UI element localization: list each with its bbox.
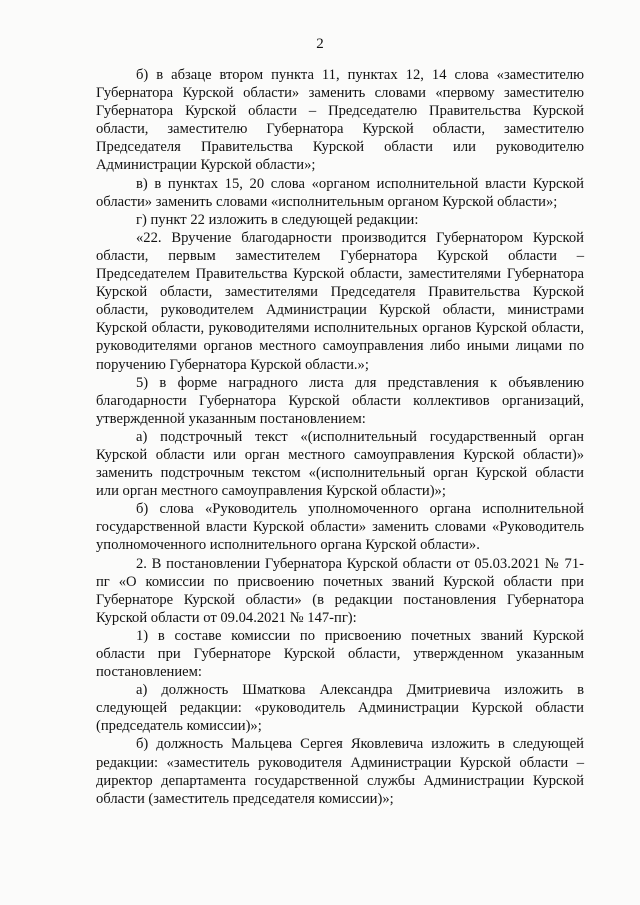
- paragraph-2-1a-shmatkov: а) должность Шматкова Александра Дмитриевича изложить в следующей редакции: «руководитель Администрации Курской области (председатель комиссии)»;: [96, 682, 584, 735]
- paragraph-1g-item-22: г) пункт 22 изложить в следующей редакции:: [136, 211, 419, 228]
- paragraph-5b-head-words: б) слова «Руководитель уполномоченного органа исполнительной государственной власти Курской области» заменить словами «Руководитель уполномоченного исполнительного органа Курской области».: [96, 501, 584, 554]
- paragraph-2-1-commission: 1) в составе комиссии по присвоению почетных званий Курской области при Губернаторе Курской области, утвержденном указанным постановлением:: [96, 627, 584, 681]
- paragraph-1b-deputy-governor: б) в абзаце втором пункта 11, пунктах 12, 14 слова «заместителю Губернатора Курской области» заменить словами «первому заместителю Губернатора Курской области – Председателю Правительства Курской области, заместителю Губернатора Курской области, заместителю Председателя Правительства Курской области или руководителю Администрации Курской области»;: [96, 67, 584, 174]
- page-number: 2: [316, 36, 324, 52]
- document-body: [96, 66, 584, 808]
- paragraph-item-22-text: «22. Вручение благодарности производится Губернатором Курской области, первым заместителем Губернатора Курской области – Председателем Правительства Курской области, заместителями Губернатора Курской области, заместителями Председателя Правительства Курской области, руководителем Администрации Курской области, министрами Курской области, руководителями исполнительных органов Курской области, руководителями органов местного самоуправления либо иными лицами по поручению Губернатора Курской области.»;: [96, 229, 584, 373]
- paragraph-5-award-form: 5) в форме наградного листа для представления к объявлению благодарности Губернатора Курской области коллективов организаций, утвержденной указанным постановлением:: [96, 374, 584, 427]
- paragraph-5a-subscript: а) подстрочный текст «(исполнительный государственный орган Курской области или орган местного самоуправления Курской области)» заменить подстрочным текстом «(исполнительный орган Курской области или орган местного самоуправления Курской области)»;: [96, 428, 584, 500]
- paragraph-2-decree-71pg: 2. В постановлении Губернатора Курской области от 05.03.2021 № 71-пг «О комиссии по присвоению почетных званий Курской области при Губернаторе Курской области» (в редакции постановления Губернатора Курской области от 09.04.2021 № 147-пг):: [96, 555, 584, 626]
- paragraph-1v-executive-body: в) в пунктах 15, 20 слова «органом исполнительной власти Курской области» заменить словами «исполнительным органом Курской области»;: [96, 175, 584, 210]
- paragraph-2-1b-maltsev: б) должность Мальцева Сергея Яковлевича изложить в следующей редакции: «заместитель руководителя Администрации Курской области – директор департамента государственной службы Администрации Курской области (заместитель председателя комиссии)»;: [96, 736, 584, 807]
